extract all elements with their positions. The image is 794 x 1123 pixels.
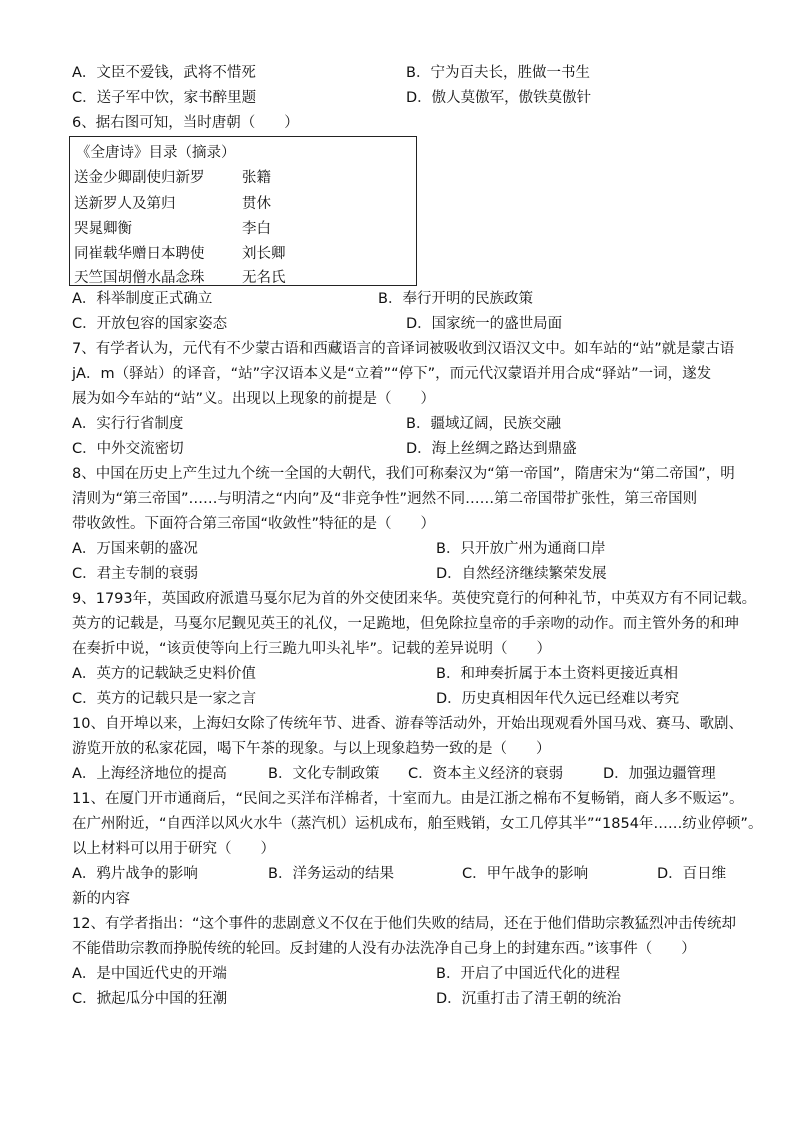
q9-option-a: A．英方的记载缺乏史料价值	[72, 666, 256, 682]
q7-option-a: A．实行行省制度	[72, 416, 184, 432]
q8-option-a: A．万国来朝的盛况	[72, 541, 198, 557]
q6-stem: 6、据右图可知，当时唐朝（ ）	[72, 115, 299, 131]
q10-option-a: A．上海经济地位的提高	[72, 766, 227, 782]
q6-option-d: D．国家统一的盛世局面	[406, 316, 563, 332]
q7-stem-line: 展为如今车站的“站”义。出现以上现象的前提是（ ）	[72, 391, 436, 407]
q8-stem-line: 8、中国在历史上产生过九个统一全国的大朝代，我们可称秦汉为“第一帝国”，隋唐宋为“第二帝国”，明	[72, 466, 735, 482]
q6-row-author: 刘长卿	[242, 246, 286, 262]
q10-option-c: C．资本主义经济的衰弱	[408, 766, 564, 782]
q8-option-c: C．君主专制的衰弱	[72, 566, 199, 582]
q6-row-poem: 同崔载华赠日本聘使	[74, 246, 205, 262]
q12-stem-line: 12、有学者指出：“这个事件的悲剧意义不仅在于他们失败的结局，还在于他们借助宗教猛烈冲击传统却	[72, 916, 736, 932]
q11-option-d-continued: 新的内容	[72, 891, 130, 907]
q7-option-b: B．疆域辽阔，民族交融	[406, 416, 561, 432]
q6-table-title: 《全唐诗》目录（摘录）	[76, 145, 236, 161]
q7-stem-line: jA．m（驿站）的译音，“站”字汉语本义是“立着”“停下”，而元代汉蒙语并用合成“驿站”一词，遂发	[72, 366, 712, 382]
q6-source-table	[69, 136, 417, 286]
q11-option-d: D．百日维	[657, 866, 727, 882]
q6-row-author: 贯休	[242, 196, 271, 212]
q6-option-b: B．奉行开明的民族政策	[378, 291, 533, 307]
q5-option-c: C．送子军中饮，家书醉里题	[72, 90, 257, 106]
q11-stem-line: 以上材料可以用于研究（ ）	[72, 841, 275, 857]
q9-option-b: B．和珅奏折属于本土资料更接近真相	[436, 666, 678, 682]
q11-stem-line: 11、在厦门开市通商后，“民间之买洋布洋棉者，十室而九。由是江浙之棉布不复畅销，商人多不贩运”。	[72, 791, 744, 807]
q10-stem-line: 10、自开埠以来，上海妇女除了传统年节、进香、游春等活动外，开始出现观看外国马戏、赛马、歌剧、	[72, 716, 743, 732]
q11-option-a: A．鸦片战争的影响	[72, 866, 198, 882]
q11-stem-line: 在广州附近，“自西洋以风火水牛（蒸汽机）运机成布，舶至贱销，女工几停其半”“1854年……纺业停顿”。	[72, 816, 763, 832]
q5-option-b: B．宁为百夫长，胜做一书生	[406, 65, 590, 81]
q6-row-author: 张籍	[242, 170, 271, 186]
q5-option-d: D．傲人莫傲军，傲铁莫傲针	[406, 90, 592, 106]
q11-option-b: B．洋务运动的结果	[268, 866, 394, 882]
q6-option-a: A．科举制度正式确立	[72, 291, 213, 307]
q6-row-author: 无名氏	[242, 270, 286, 286]
q12-option-a: A．是中国近代史的开端	[72, 966, 227, 982]
q9-stem-line: 在奏折中说，“该贡使等向上行三跪九叩头礼毕”。记载的差异说明（ ）	[72, 641, 552, 657]
q7-option-d: D．海上丝绸之路达到鼎盛	[406, 441, 577, 457]
q8-stem-line: 带收敛性。下面符合第三帝国“收敛性”特征的是（ ）	[72, 516, 436, 532]
q5-option-a: A．文臣不爱钱，武将不惜死	[72, 65, 256, 81]
q6-row-poem: 哭晁卿衡	[74, 221, 132, 237]
q8-option-b: B．只开放广州为通商口岸	[436, 541, 606, 557]
q10-stem-line: 游览开放的私家花园，喝下午茶的现象。与以上现象趋势一致的是（ ）	[72, 741, 551, 757]
q9-stem-line: 英方的记载是，马戛尔尼觐见英王的礼仪，一足跪地，但免除拉皇帝的手亲吻的动作。而主管外务的和珅	[72, 616, 739, 632]
q8-stem-line: 清则为“第三帝国”……与明清之“内向”及“非竞争性”迥然不同……第二帝国带扩张性，第三帝国则	[72, 491, 698, 507]
q12-option-c: C．掀起瓜分中国的狂潮	[72, 991, 228, 1007]
q10-option-b: B．文化专制政策	[268, 766, 380, 782]
q9-option-d: D．历史真相因年代久远已经难以考究	[436, 691, 680, 707]
q11-option-c: C．甲午战争的影响	[462, 866, 589, 882]
q12-stem-line: 不能借助宗教而挣脱传统的轮回。反封建的人没有办法洗净自己身上的封建东西。”该事件（ ）	[72, 941, 696, 957]
q6-row-poem: 天竺国胡僧水晶念珠	[74, 270, 205, 286]
q6-option-c: C．开放包容的国家姿态	[72, 316, 228, 332]
q6-row-poem: 送金少卿副使归新罗	[74, 170, 205, 186]
q12-option-d: D．沉重打击了清王朝的统治	[436, 991, 622, 1007]
q6-row-poem: 送新罗人及第归	[74, 196, 176, 212]
q6-row-author: 李白	[242, 221, 271, 237]
q10-option-d: D．加强边疆管理	[603, 766, 716, 782]
q7-stem-line: 7、有学者认为，元代有不少蒙古语和西藏语言的音译词被吸收到汉语汉文中。如车站的“站”就是蒙古语	[72, 341, 735, 357]
q8-option-d: D．自然经济继续繁荣发展	[436, 566, 607, 582]
q12-option-b: B．开启了中国近代化的进程	[436, 966, 620, 982]
q9-option-c: C．英方的记载只是一家之言	[72, 691, 257, 707]
q9-stem-line: 9、1793年，英国政府派遣马戛尔尼为首的外交使团来华。英使究竟行的何种礼节，中英双方有不同记载。	[72, 591, 757, 607]
q7-option-c: C．中外交流密切	[72, 441, 184, 457]
